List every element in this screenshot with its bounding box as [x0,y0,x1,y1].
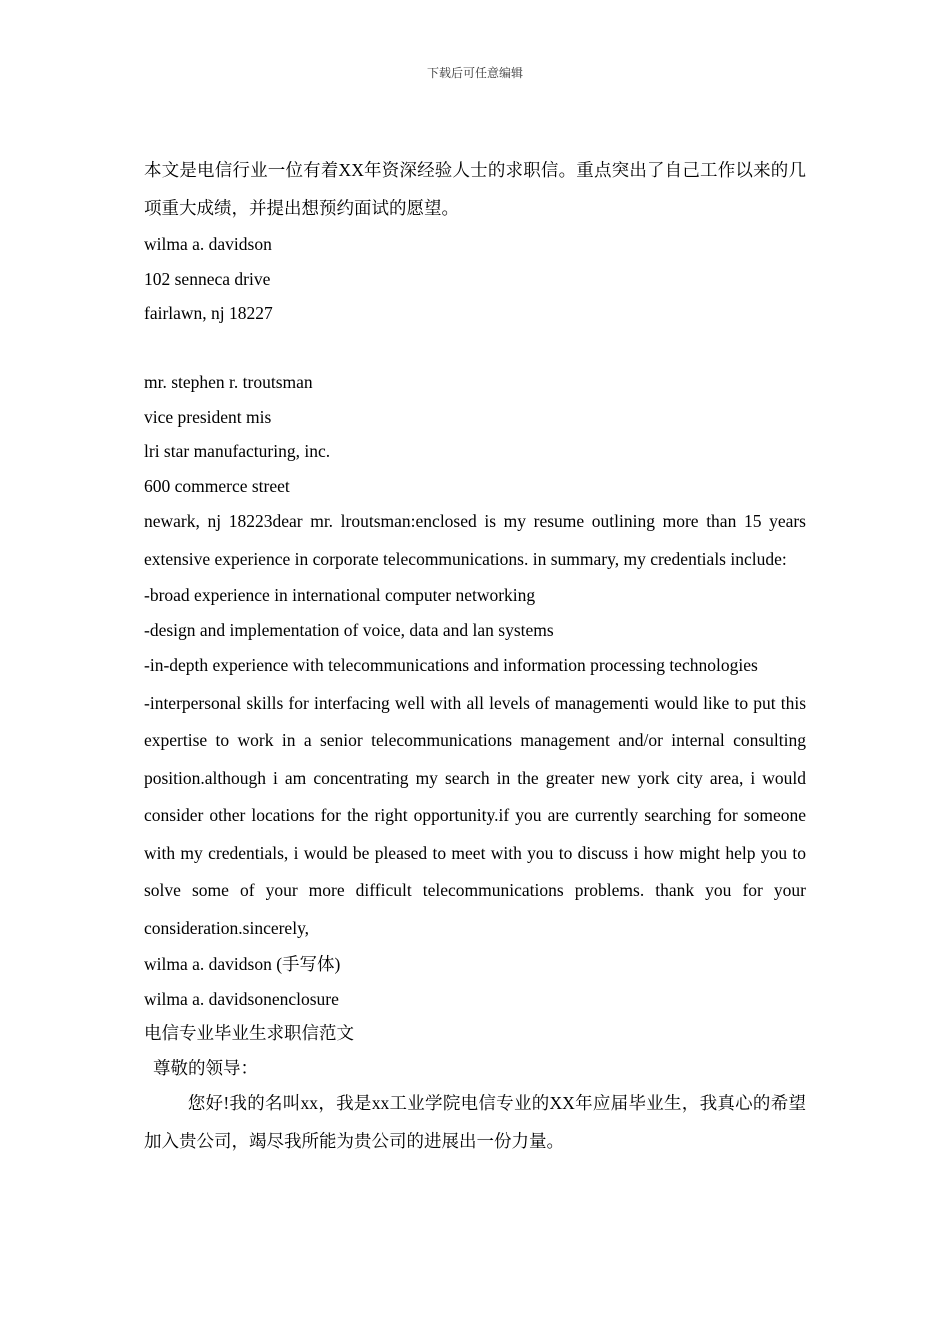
recipient-street: 600 commerce street [144,475,290,496]
recipient-company: lri star manufacturing, inc. [144,441,331,461]
recipient-title: vice president mis [144,406,272,427]
section-title: 电信专业毕业生求职信范文 [144,1023,354,1043]
chinese-paragraph: 您好!我的名叫xx，我是xx工业学院电信专业的XX年应届毕业生，我真心的希望加入贵公司，竭尽我所能为贵公司的进展出一份力量。 [144,1093,806,1151]
credential-bullet-1: -broad experience in international computer networking [144,585,536,605]
signature-enclosure: wilma a. davidsonenclosure [144,988,339,1009]
sender-name: wilma a. davidson [144,234,272,254]
document-body [144,152,806,1160]
credential-bullet-2: -design and implementation of voice, data and lan systems [144,619,554,640]
sender-street: 102 senneca drive [144,268,271,289]
opening-paragraph: newark, nj 18223dear mr. lroutsman:enclosed is my resume outlining more than 15 years extensive experience in corporate telecommunications. in summary, my credentials include: [144,511,806,569]
page-header: 下载后可任意编辑 [426,66,523,80]
recipient-name: mr. stephen r. troutsman [144,372,313,392]
credential-bullet-3: -in-depth experience with telecommunications and information processing technologies [144,655,758,675]
body-paragraph: -interpersonal skills for interfacing well with all levels of managementi would like to put this expertise to work in a senior telecommunications management and/or internal consulting position.although i am concentrating my search in the greater new york city area, i would consider other locations for the right opportunity.if you are currently searching for someone with my credentials, i would be pleased to meet with you to discuss i how might help you to solve some of your more difficult telecommunications problems. thank you for your consideration.sincerely, [144,692,806,938]
salutation: 尊敬的领导： [153,1057,258,1078]
blank-line [144,331,806,366]
sender-city: fairlawn, nj 18227 [144,303,273,323]
intro-paragraph: 本文是电信行业一位有着XX年资深经验人士的求职信。重点突出了自己工作以来的几项重大成绩，并提出想预约面试的愿望。 [144,160,806,218]
signature: wilma a. davidson (手写体) [144,954,341,974]
